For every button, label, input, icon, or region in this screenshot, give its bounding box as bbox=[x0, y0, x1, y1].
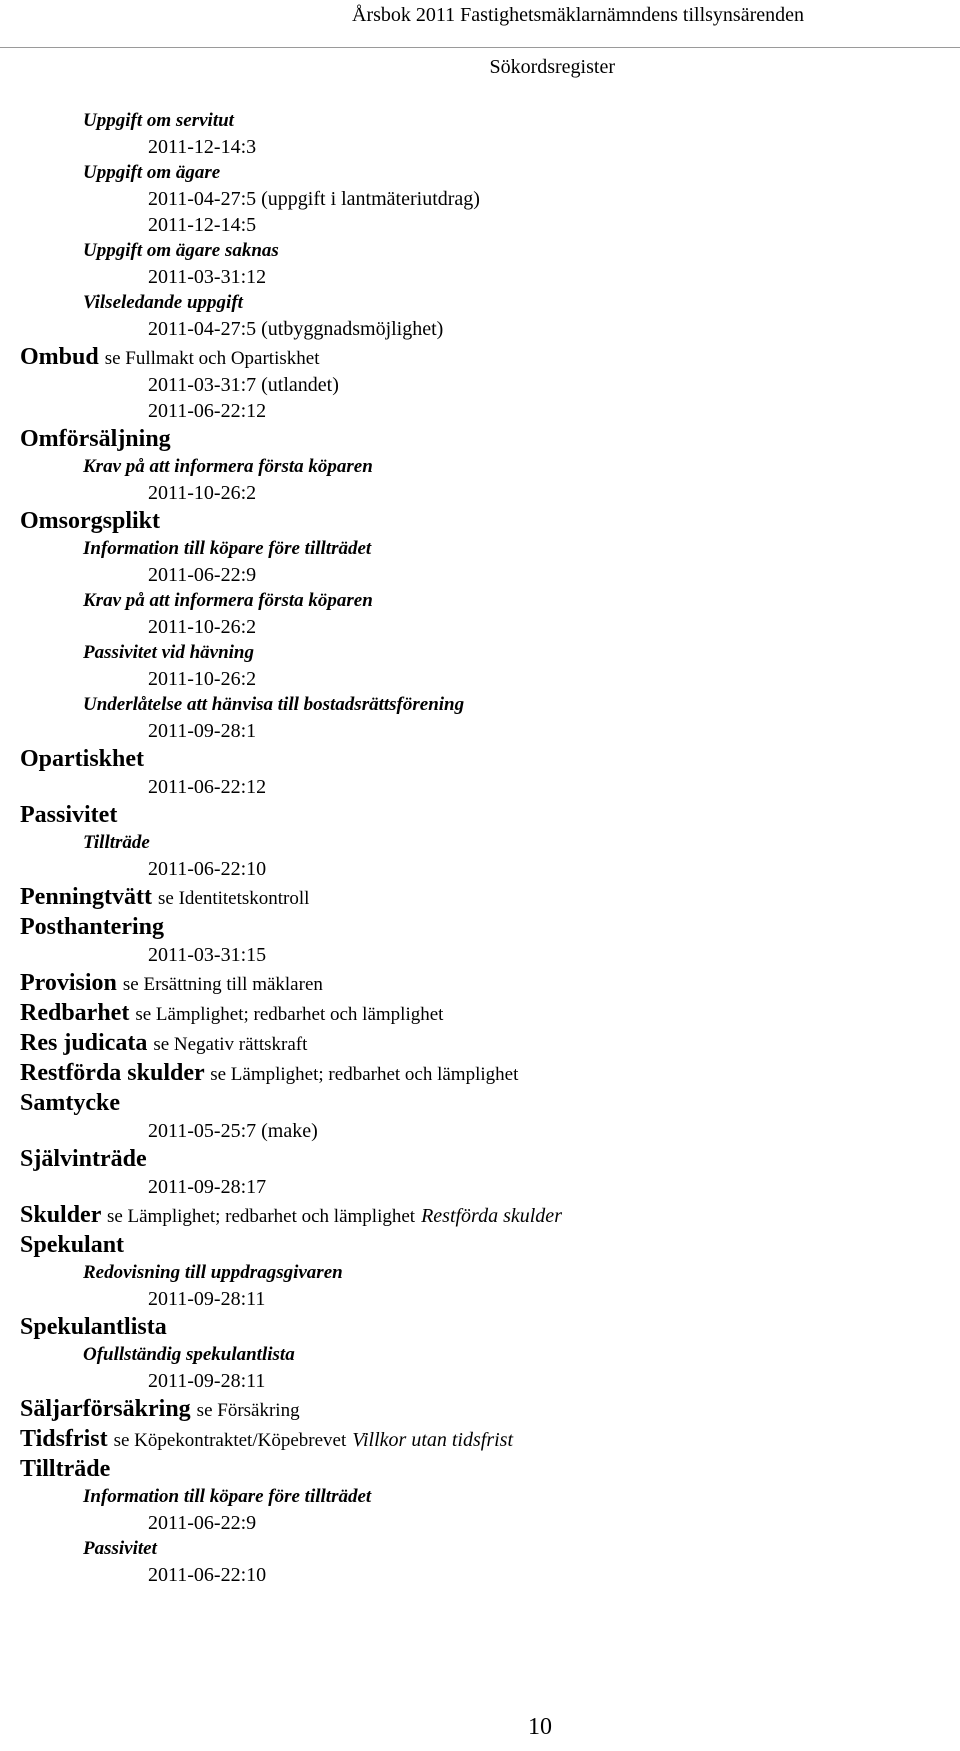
index-term bbox=[0, 912, 960, 942]
cross-reference: se Köpekontraktet/Köpebrevet bbox=[113, 1430, 347, 1451]
cross-reference: se Fullmakt och Opartiskhet bbox=[104, 348, 320, 369]
case-reference: 2011-03-31:12 bbox=[148, 266, 267, 288]
index-subterm: Krav på att informera första köparen bbox=[83, 590, 373, 611]
case-reference: 2011-04-27:5 (utbyggnadsmöjlighet) bbox=[148, 318, 444, 340]
index-term bbox=[0, 1394, 960, 1424]
index-term-label: Provision bbox=[20, 970, 117, 996]
case-reference: 2011-06-22:9 bbox=[148, 564, 257, 586]
cross-reference: se Lämplighet; redbarhet och lämplighet bbox=[135, 1004, 444, 1025]
cross-reference: se Lämplighet; redbarhet och lämplighet bbox=[106, 1206, 416, 1227]
case-reference: 2011-06-22:12 bbox=[148, 776, 267, 798]
index-term bbox=[0, 1312, 960, 1342]
index-subterm: Krav på att informera första köparen bbox=[83, 456, 373, 477]
case-reference: 2011-03-31:15 bbox=[148, 944, 267, 966]
index-term-label: Penningtvätt bbox=[20, 884, 152, 910]
case-reference: 2011-09-28:17 bbox=[148, 1176, 267, 1198]
index-term-label: Tidsfrist bbox=[20, 1426, 108, 1452]
index-subterm: Passivitet vid hävning bbox=[83, 642, 254, 663]
index-term bbox=[0, 998, 960, 1028]
index-term-label: Opartiskhet bbox=[20, 746, 145, 772]
header-rule bbox=[0, 47, 960, 48]
index-term-label: Självinträde bbox=[20, 1146, 147, 1172]
running-header-title: Årsbok 2011 Fastighetsmäklarnämndens tillsynsärenden bbox=[352, 4, 804, 26]
case-reference: 2011-10-26:2 bbox=[148, 668, 257, 690]
index-term bbox=[0, 1454, 960, 1484]
index-term-label: Säljarförsäkring bbox=[20, 1396, 191, 1422]
cross-reference: se Negativ rättskraft bbox=[153, 1034, 308, 1055]
case-reference: 2011-06-22:12 bbox=[148, 400, 267, 422]
index-term-label: Posthantering bbox=[20, 914, 164, 940]
index-term-label: Skulder bbox=[20, 1202, 101, 1228]
index-term bbox=[0, 882, 960, 912]
case-reference: 2011-03-31:7 (utlandet) bbox=[148, 374, 339, 396]
index-term-label: Redbarhet bbox=[20, 1000, 130, 1026]
index-term bbox=[0, 744, 960, 774]
cross-reference: se Försäkring bbox=[196, 1400, 300, 1421]
index-term bbox=[0, 968, 960, 998]
index-subterm: Underlåtelse att hänvisa till bostadsrättsförening bbox=[83, 694, 465, 715]
running-header-subtitle: Sökordsregister bbox=[489, 56, 615, 78]
index-term bbox=[0, 800, 960, 830]
index-term bbox=[0, 424, 960, 454]
index-subterm: Vilseledande uppgift bbox=[83, 292, 243, 313]
cross-reference: se Identitetskontroll bbox=[158, 888, 310, 909]
cross-reference: se Ersättning till mäklaren bbox=[122, 974, 323, 995]
index-term bbox=[0, 1200, 960, 1230]
index-term-label: Spekulant bbox=[20, 1232, 125, 1258]
index-term-label: Tillträde bbox=[20, 1456, 111, 1482]
case-reference: 2011-10-26:2 bbox=[148, 482, 257, 504]
case-reference: 2011-09-28:11 bbox=[148, 1370, 266, 1392]
cross-reference: se Lämplighet; redbarhet och lämplighet bbox=[210, 1064, 519, 1085]
index-subterm: Redovisning till uppdragsgivaren bbox=[83, 1262, 343, 1283]
cross-reference-italic: Restförda skulder bbox=[421, 1205, 562, 1227]
index-subterm: Tillträde bbox=[83, 832, 150, 853]
case-reference: 2011-05-25:7 (make) bbox=[148, 1120, 318, 1142]
index-term-label: Ombud bbox=[20, 344, 99, 370]
cross-reference-italic: Villkor utan tidsfrist bbox=[352, 1429, 514, 1451]
case-reference: 2011-12-14:5 bbox=[148, 214, 257, 236]
index-term-label: Spekulantlista bbox=[20, 1314, 167, 1340]
index-term-label: Res judicata bbox=[20, 1030, 148, 1056]
case-reference: 2011-06-22:9 bbox=[148, 1512, 257, 1534]
case-reference: 2011-10-26:2 bbox=[148, 616, 257, 638]
index-subterm: Uppgift om ägare bbox=[83, 162, 221, 183]
case-reference: 2011-06-22:10 bbox=[148, 1564, 267, 1586]
index-term bbox=[0, 1424, 960, 1454]
index-term bbox=[0, 1230, 960, 1260]
index-term bbox=[0, 1058, 960, 1088]
index-term bbox=[0, 1088, 960, 1118]
index-term-label: Passivitet bbox=[20, 802, 118, 828]
index-term bbox=[0, 506, 960, 536]
index-subterm: Uppgift om ägare saknas bbox=[83, 240, 279, 261]
index-term-label: Omsorgsplikt bbox=[20, 508, 161, 534]
index-term bbox=[0, 1144, 960, 1174]
case-reference: 2011-09-28:1 bbox=[148, 720, 257, 742]
page-number: 10 bbox=[528, 1714, 552, 1740]
case-reference: 2011-12-14:3 bbox=[148, 136, 257, 158]
index-subterm: Uppgift om servitut bbox=[83, 110, 234, 131]
index-term-label: Omförsäljning bbox=[20, 426, 171, 452]
index-subterm: Passivitet bbox=[83, 1538, 157, 1559]
case-reference: 2011-09-28:11 bbox=[148, 1288, 266, 1310]
case-reference: 2011-04-27:5 (uppgift i lantmäteriutdrag) bbox=[148, 188, 480, 210]
index-term bbox=[0, 1028, 960, 1058]
index-subterm: Information till köpare före tillträdet bbox=[83, 1486, 372, 1507]
index-subterm: Ofullständig spekulantlista bbox=[83, 1344, 295, 1365]
index-subterm: Information till köpare före tillträdet bbox=[83, 538, 372, 559]
index-term-label: Samtycke bbox=[20, 1090, 120, 1116]
case-reference: 2011-06-22:10 bbox=[148, 858, 267, 880]
keyword-index bbox=[0, 108, 960, 1588]
index-term-label: Restförda skulder bbox=[20, 1060, 205, 1086]
index-term bbox=[0, 342, 960, 372]
